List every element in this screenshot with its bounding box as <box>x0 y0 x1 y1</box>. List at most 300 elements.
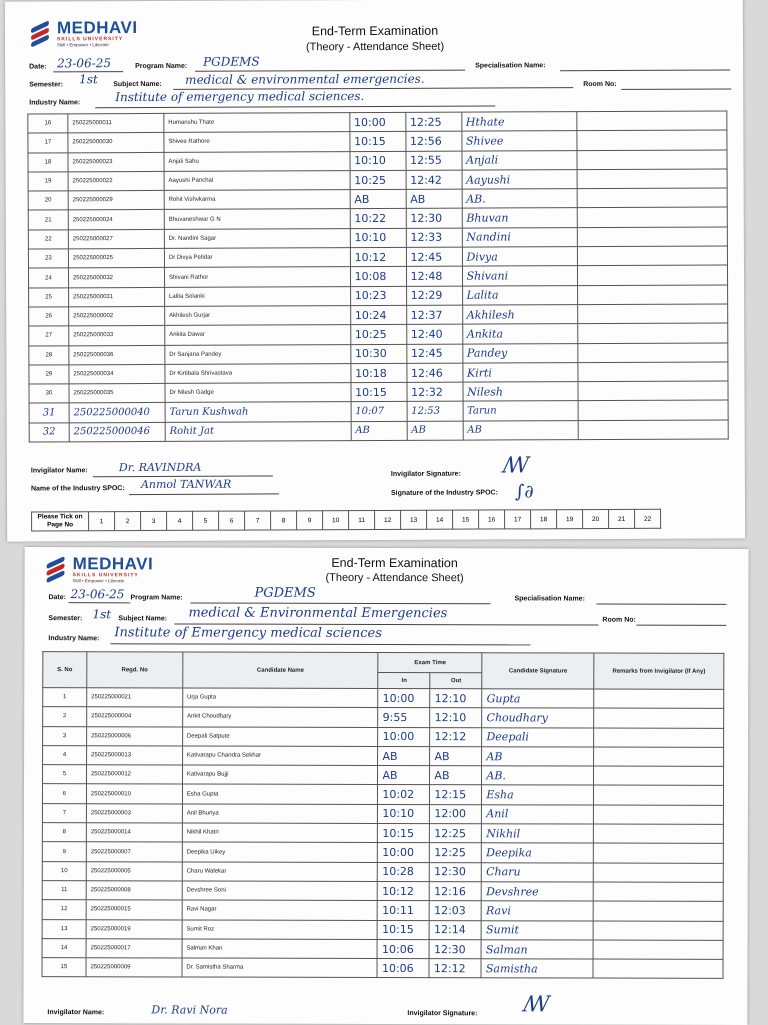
registration-number-cell: 250225000046 <box>69 422 165 442</box>
candidate-name-cell: Kativarapu Bujji <box>182 765 378 785</box>
remarks-cell <box>593 921 723 941</box>
time-in-cell: 10:10 <box>378 804 430 823</box>
candidate-name-cell: Dr. Samistha Sharma <box>182 958 378 978</box>
page-tick-box[interactable]: 17 <box>505 510 531 529</box>
serial-number-cell: 15 <box>42 958 86 977</box>
page-tick-box[interactable]: 20 <box>583 509 609 528</box>
remarks-cell <box>593 863 723 883</box>
registration-number-cell: 250225000035 <box>69 384 165 404</box>
page-tick-box[interactable]: 22 <box>635 509 661 528</box>
page-tick-box[interactable]: 9 <box>297 511 323 530</box>
spoc-name-label: Name of the Industry SPOC: <box>30 485 125 493</box>
invigilator-signature-mark: ꟿ <box>502 453 530 479</box>
candidate-name-cell: Dr Nilesh Gadge <box>165 383 351 403</box>
registration-number-cell: 250225000014 <box>86 823 182 843</box>
time-out-cell: 12:46 <box>406 363 462 383</box>
registration-number-cell: 250225000040 <box>69 403 165 423</box>
time-in-cell: AB <box>351 421 407 441</box>
candidate-signature-cell: Anjali <box>462 150 578 170</box>
time-out-cell: AB <box>430 747 482 766</box>
serial-number-cell: 25 <box>29 288 69 307</box>
candidate-name-cell: Nikhil Khatri <box>182 823 378 843</box>
page-tick-box[interactable]: 14 <box>427 510 453 529</box>
serial-number-cell: 23 <box>28 249 68 268</box>
registration-number-cell: 250225000015 <box>86 900 182 920</box>
candidate-signature-cell: Ankita <box>462 324 578 344</box>
room-label: Room No: <box>602 616 636 624</box>
serial-number-cell: 8 <box>42 823 86 842</box>
time-in-cell: 10:00 <box>349 112 405 132</box>
time-in-cell: 10:25 <box>350 170 406 190</box>
serial-number-cell: 4 <box>43 745 87 764</box>
serial-number-cell: 7 <box>42 803 86 822</box>
candidate-signature-cell: Deepika <box>482 843 594 863</box>
page-tick-box[interactable]: 12 <box>375 510 401 529</box>
time-out-cell: 12:56 <box>405 131 461 151</box>
candidate-name-cell: Deepika Uikey <box>182 842 378 862</box>
remarks-cell <box>594 766 724 786</box>
industry-value: Institute of Emergency medical sciences <box>114 625 382 641</box>
candidate-signature-cell: Nilesh <box>463 382 579 402</box>
remarks-cell <box>593 940 723 960</box>
candidate-name-cell: Anil Bhuriya <box>182 804 378 824</box>
serial-number-cell: 17 <box>28 133 68 152</box>
candidate-name-cell: Dr Kirtibala Shrivastava <box>165 363 351 383</box>
time-out-cell: 12:15 <box>430 785 482 804</box>
page-tick-box[interactable]: 16 <box>479 510 505 529</box>
time-out-cell: 12:32 <box>407 382 463 402</box>
logo-mark-icon <box>31 22 53 44</box>
remarks-cell <box>578 246 728 266</box>
serial-number-cell: 11 <box>42 881 86 900</box>
serial-number-cell: 12 <box>42 900 86 919</box>
program-value: PGDEMS <box>254 585 316 601</box>
time-in-cell: AB <box>378 746 430 765</box>
time-out-cell: 12:48 <box>406 266 462 286</box>
spoc-name-value: Anmol TANWAR <box>140 477 232 492</box>
registration-number-cell: 250225000011 <box>68 113 164 133</box>
registration-number-cell: 250225000017 <box>86 939 182 959</box>
registration-number-cell: 250225000030 <box>68 133 164 153</box>
serial-number-cell: 20 <box>28 191 68 210</box>
remarks-cell <box>578 323 728 343</box>
invigilator-name-label: Invigilator Name: <box>47 1009 105 1017</box>
serial-number-cell: 3 <box>43 726 87 745</box>
serial-number-cell: 22 <box>28 230 68 249</box>
time-out-cell: 12:55 <box>406 151 462 171</box>
registration-number-cell: 250225000006 <box>87 726 183 746</box>
subject-value: medical & environmental emergencies. <box>185 71 425 87</box>
registration-number-cell: 250225000027 <box>68 229 164 249</box>
candidate-name-cell: Esha Gupta <box>182 784 378 804</box>
table-row <box>43 726 724 747</box>
candidate-name-cell: Aayushi Panchal <box>164 171 350 191</box>
candidate-signature-cell: Salman <box>481 940 593 960</box>
time-out-cell: 12:33 <box>406 228 462 248</box>
registration-number-cell: 250225000019 <box>86 919 182 939</box>
attendance-sheet-page-1 <box>23 547 748 1025</box>
registration-number-cell: 250225000021 <box>87 688 183 708</box>
candidate-signature-cell: Akhilesh <box>462 305 578 325</box>
registration-number-cell: 250225000012 <box>86 765 182 785</box>
remarks-cell <box>594 824 724 844</box>
col-header-exam-time: Exam Time <box>378 652 482 672</box>
candidate-name-cell: Sumit Roz <box>182 920 378 940</box>
page-tick-box[interactable]: 4 <box>167 511 193 530</box>
time-in-cell: 10:07 <box>351 402 407 422</box>
spoc-signature-mark: ∫∂ <box>514 481 534 503</box>
remarks-cell <box>594 747 724 767</box>
time-out-cell: 12:10 <box>430 689 482 708</box>
remarks-cell <box>578 207 728 227</box>
registration-number-cell: 250225000008 <box>86 881 182 901</box>
serial-number-cell: 18 <box>28 152 68 171</box>
candidate-name-cell: Charu Walekar <box>182 862 378 882</box>
candidate-signature-cell: Aayushi <box>462 170 578 190</box>
candidate-signature-cell: Gupta <box>482 689 594 709</box>
table-row <box>42 919 723 940</box>
industry-label: Industry Name: <box>29 99 81 107</box>
time-in-cell: AB <box>350 190 406 210</box>
remarks-cell <box>579 420 729 440</box>
time-in-cell: 10:30 <box>350 344 406 364</box>
page-subtitle: (Theory - Attendance Sheet) <box>325 571 464 585</box>
page-tick-box[interactable]: 7 <box>245 511 271 530</box>
registration-number-cell: 250225000002 <box>69 306 165 326</box>
time-in-cell: 10:08 <box>350 267 406 287</box>
time-out-cell: 12:30 <box>430 862 482 881</box>
time-in-cell: 10:00 <box>378 688 430 707</box>
serial-number-cell: 14 <box>42 938 86 957</box>
time-in-cell: 10:00 <box>378 843 430 862</box>
invigilator-signature-label: Invigilator Signature: <box>407 1010 478 1018</box>
table-row <box>29 420 728 442</box>
candidate-signature-cell: Divya <box>462 247 578 267</box>
time-in-cell: 10:22 <box>350 209 406 229</box>
registration-number-cell: 250225000009 <box>86 958 182 978</box>
candidate-signature-cell: Sumit <box>481 920 593 940</box>
date-value: 23-06-25 <box>70 587 125 602</box>
candidate-signature-cell: Esha <box>482 785 594 805</box>
registration-number-cell: 250225000010 <box>86 784 182 804</box>
candidate-name-cell: Shivani Rathor <box>164 267 350 287</box>
time-in-cell: 10:12 <box>350 247 406 267</box>
col-header-signature: Candidate Signature <box>482 653 594 689</box>
candidate-name-cell: Rohit Jat <box>165 421 351 441</box>
remarks-cell <box>594 786 724 806</box>
candidate-signature-cell: AB <box>463 420 579 440</box>
registration-number-cell: 250225000007 <box>86 842 182 862</box>
time-in-cell: 10:15 <box>350 132 406 152</box>
registration-number-cell: 250225000004 <box>87 707 183 727</box>
serial-number-cell: 31 <box>29 403 69 422</box>
serial-number-cell: 21 <box>28 210 68 229</box>
time-out-cell: 12:25 <box>430 824 482 843</box>
remarks-cell <box>578 265 728 285</box>
time-in-cell: 9:55 <box>378 708 430 727</box>
candidate-signature-cell: Kirti <box>462 362 578 382</box>
table-row <box>43 707 724 728</box>
candidate-name-cell: Urja Gupta <box>183 688 379 708</box>
candidate-name-cell: Humanshu Thate <box>164 113 350 133</box>
semester-label: Semester: <box>48 615 83 623</box>
time-in-cell: 10:10 <box>350 228 406 248</box>
remarks-cell <box>578 227 728 247</box>
industry-value: Institute of emergency medical sciences. <box>115 89 365 105</box>
candidate-name-cell: Anjali Sahu <box>164 151 350 171</box>
time-out-cell: 12:00 <box>430 804 482 823</box>
page-tick-box[interactable]: 18 <box>531 510 557 529</box>
candidate-name-cell: Ankita Dawar <box>165 325 351 345</box>
candidate-signature-cell: Anil <box>482 805 594 825</box>
date-value: 23-06-25 <box>57 56 112 71</box>
candidate-signature-cell: AB <box>482 747 594 767</box>
remarks-cell <box>578 304 728 324</box>
time-out-cell: 12:37 <box>406 305 462 325</box>
col-header-in: In <box>378 672 430 688</box>
registration-number-cell: 250225000034 <box>69 364 165 384</box>
page-tick-box[interactable]: 21 <box>609 509 635 528</box>
registration-number-cell: 250225000029 <box>68 191 164 211</box>
time-out-cell: 12:42 <box>406 170 462 190</box>
candidate-name-cell: Tarun Kushwah <box>165 402 351 422</box>
serial-number-cell: 32 <box>29 423 69 442</box>
remarks-cell <box>578 362 728 382</box>
candidate-name-cell: Kativarapu Chandra Sekhar <box>182 746 378 766</box>
remarks-cell <box>593 959 723 979</box>
date-label: Date: <box>29 63 47 71</box>
remarks-cell <box>577 130 727 150</box>
time-out-cell: 12:12 <box>429 959 481 978</box>
candidate-name-cell: Dr Sanjana Pandey <box>165 344 351 364</box>
time-in-cell: 10:23 <box>350 286 406 306</box>
brand-sub: SKILLS UNIVERSITY <box>56 36 124 43</box>
time-in-cell: 10:25 <box>350 325 406 345</box>
col-header-sn: S. No <box>43 652 87 688</box>
registration-number-cell: 250225000036 <box>69 345 165 365</box>
candidate-signature-cell: Hthate <box>461 112 577 132</box>
page-tick-label: Please Tick on Page No <box>32 512 89 531</box>
time-out-cell: AB <box>430 766 482 785</box>
time-in-cell: 10:06 <box>378 939 430 958</box>
candidate-signature-cell: Pandey <box>462 343 578 363</box>
time-in-cell: 10:18 <box>351 363 407 383</box>
candidate-signature-cell: Tarun <box>463 401 579 421</box>
program-value: PGDEMS <box>203 54 260 69</box>
room-label: Room No: <box>583 80 617 89</box>
candidate-name-cell: Deepali Satpute <box>182 727 378 747</box>
serial-number-cell: 13 <box>42 919 86 938</box>
table-row <box>42 803 723 824</box>
registration-number-cell: 250225000033 <box>69 326 165 346</box>
serial-number-cell: 30 <box>29 384 69 403</box>
serial-number-cell: 27 <box>29 326 69 345</box>
remarks-cell <box>594 843 724 863</box>
semester-value: 1st <box>92 607 112 622</box>
serial-number-cell: 1 <box>43 688 87 707</box>
remarks-cell <box>577 111 727 131</box>
col-header-remarks: Remarks from Invigilator (If Any) <box>594 653 724 689</box>
page-tick-box[interactable]: 6 <box>219 511 245 530</box>
candidate-signature-cell: Nandini <box>462 227 578 247</box>
time-in-cell: 10:28 <box>378 862 430 881</box>
time-out-cell: AB <box>406 189 462 209</box>
page-tick-box[interactable]: 5 <box>193 511 219 530</box>
invigilator-name-value: Dr. Ravi Nora <box>151 1003 228 1017</box>
registration-number-cell: 250225000003 <box>86 803 182 823</box>
serial-number-cell: 19 <box>28 172 68 191</box>
page-tick-box[interactable]: 3 <box>141 511 167 530</box>
time-out-cell: 12:10 <box>430 708 482 727</box>
remarks-cell <box>594 728 724 748</box>
subject-label: Subject Name: <box>113 80 162 89</box>
brand-sub: SKILLS UNIVERSITY <box>72 572 139 579</box>
page-tick-box[interactable]: 8 <box>271 511 297 530</box>
serial-number-cell: 16 <box>28 114 68 133</box>
registration-number-cell: 250225000025 <box>68 248 164 268</box>
time-in-cell: 10:15 <box>378 824 430 843</box>
time-out-cell: 12:03 <box>430 901 482 920</box>
remarks-cell <box>578 343 728 363</box>
serial-number-cell: 5 <box>43 765 87 784</box>
remarks-cell <box>578 188 728 208</box>
time-out-cell: 12:12 <box>430 727 482 746</box>
invigilator-signature-mark: ꟿ <box>523 992 550 1018</box>
candidate-signature-cell: Bhuvan <box>462 208 578 228</box>
candidate-signature-cell: Shivani <box>462 266 578 286</box>
candidate-name-cell: Rohit Vishvkarma <box>164 190 350 210</box>
time-in-cell: 10:15 <box>378 920 430 939</box>
table-row <box>42 784 723 805</box>
page-title: End-Term Examination <box>331 555 458 571</box>
program-label: Program Name: <box>135 62 188 71</box>
candidate-name-cell: Dr Divya Petidar <box>164 248 350 268</box>
page-tick-box[interactable]: 15 <box>453 510 479 529</box>
table-row <box>42 958 723 979</box>
candidate-name-cell: Shivee Rathore <box>164 132 350 152</box>
candidate-signature-cell: Ravi <box>482 901 594 921</box>
page-tick-box[interactable]: 19 <box>557 510 583 529</box>
page-title: End-Term Examination <box>311 23 439 39</box>
remarks-cell <box>594 689 724 709</box>
attendance-sheet-page-2 <box>5 0 745 542</box>
time-out-cell: 12:45 <box>406 344 462 364</box>
serial-number-cell: 2 <box>43 707 87 726</box>
time-in-cell: 10:15 <box>351 383 407 403</box>
candidate-name-cell: Akhilesh Gurjar <box>165 306 351 326</box>
time-in-cell: 10:11 <box>378 901 430 920</box>
date-label: Date: <box>48 594 67 602</box>
invigilator-signature-label: Invigilator Signature: <box>390 470 461 478</box>
invigilator-name-value: Dr. RAVINDRA <box>118 460 202 475</box>
attendance-table <box>41 651 724 979</box>
serial-number-cell: 26 <box>29 307 69 326</box>
registration-number-cell: 250225000023 <box>68 152 164 172</box>
semester-label: Semester: <box>29 81 64 89</box>
serial-number-cell: 29 <box>29 365 69 384</box>
invigilator-name-label: Invigilator Name: <box>30 467 88 475</box>
page-tick-box[interactable]: 10 <box>323 511 349 530</box>
time-out-cell: 12:30 <box>429 939 481 958</box>
candidate-signature-cell: Deepali <box>482 727 594 747</box>
serial-number-cell: 10 <box>42 861 86 880</box>
remarks-cell <box>578 400 728 420</box>
table-row <box>43 745 724 766</box>
page-tick-box[interactable]: 11 <box>349 511 375 530</box>
brand-tagline: Skill • Empower • Liberate <box>72 578 125 584</box>
brand-tagline: Skill • Empower • Liberate <box>57 42 109 48</box>
table-row <box>42 861 723 882</box>
remarks-cell <box>578 285 728 305</box>
time-out-cell: 12:16 <box>430 882 482 901</box>
registration-number-cell: 250225000005 <box>86 861 182 881</box>
remarks-cell <box>577 169 727 189</box>
spoc-signature-label: Signature of the Industry SPOC: <box>390 489 498 497</box>
semester-value: 1st <box>79 72 98 87</box>
time-out-cell: 12:29 <box>406 286 462 306</box>
serial-number-cell: 9 <box>42 842 86 861</box>
time-in-cell: 10:02 <box>378 785 430 804</box>
serial-number-cell: 28 <box>29 345 69 364</box>
time-out-cell: 12:40 <box>406 324 462 344</box>
candidate-signature-cell: Lalita <box>462 285 578 305</box>
remarks-cell <box>594 805 724 825</box>
candidate-signature-cell: Charu <box>482 862 594 882</box>
remarks-cell <box>578 381 728 401</box>
col-header-reg: Regd. No <box>87 652 183 688</box>
subject-label: Subject Name: <box>118 615 168 623</box>
time-out-cell: 12:25 <box>405 112 461 132</box>
page-tick-box[interactable]: 1 <box>89 512 115 531</box>
subject-value: medical & Environmental Emergencies <box>188 605 448 622</box>
serial-number-cell: 6 <box>42 784 86 803</box>
candidate-signature-cell: Devshree <box>482 882 594 902</box>
serial-number-cell: 24 <box>28 268 68 287</box>
table-row <box>42 938 723 959</box>
registration-number-cell: 250225000032 <box>68 268 164 288</box>
page-tick-box[interactable]: 13 <box>401 510 427 529</box>
logo-mark-icon <box>47 558 69 580</box>
page-tick-box[interactable]: 2 <box>115 512 141 531</box>
program-label: Program Name: <box>130 594 183 602</box>
col-header-out: Out <box>430 673 482 689</box>
registration-number-cell: 250225000022 <box>68 171 164 191</box>
time-in-cell: 10:06 <box>377 959 429 978</box>
table-row <box>42 823 723 844</box>
brand-name: MEDHAVI <box>72 554 154 574</box>
candidate-signature-cell: Choudhary <box>482 708 594 728</box>
candidate-signature-cell: Shivee <box>461 131 577 151</box>
brand-name: MEDHAVI <box>56 18 138 38</box>
time-out-cell: 12:14 <box>430 920 482 939</box>
table-row <box>42 881 723 902</box>
time-out-cell: AB <box>407 421 463 441</box>
candidate-signature-cell: Samistha <box>481 959 593 979</box>
time-in-cell: 10:00 <box>378 727 430 746</box>
specialisation-label: Specialisation Name: <box>514 595 585 603</box>
candidate-name-cell: Ankit Choudhary <box>182 707 378 727</box>
table-row <box>42 900 723 921</box>
registration-number-cell: 250225000031 <box>69 287 165 307</box>
candidate-name-cell: Ravi Nagar <box>182 900 378 920</box>
remarks-cell <box>577 150 727 170</box>
registration-number-cell: 250225000024 <box>68 210 164 230</box>
university-logo <box>47 555 154 583</box>
time-out-cell: 12:25 <box>430 843 482 862</box>
time-in-cell: 10:24 <box>350 305 406 325</box>
remarks-cell <box>593 901 723 921</box>
candidate-signature-cell: Nikhil <box>482 824 594 844</box>
